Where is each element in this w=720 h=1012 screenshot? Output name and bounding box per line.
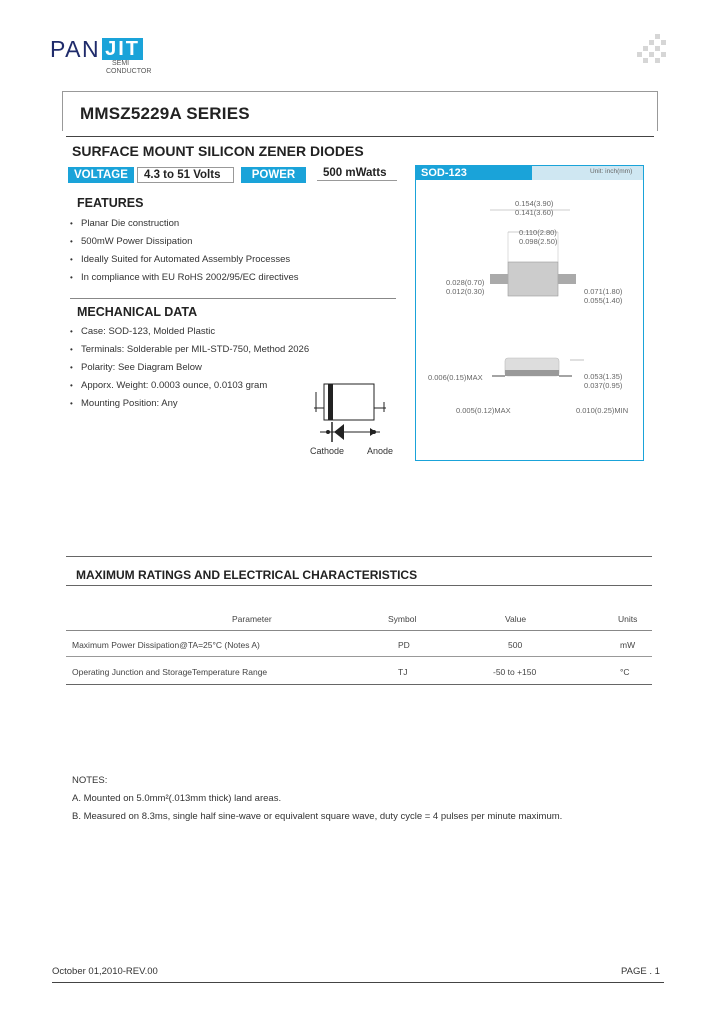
mechanical-heading: MECHANICAL DATA [77,305,198,319]
dim-value: 0.037(0.95) [584,381,623,390]
dim-body-length [519,228,557,246]
logo-text-pan: PAN [50,36,101,62]
table-header-symbol: Symbol [388,614,417,624]
list-item: • Terminals: Solderable per MIL-STD-750, Method 2026 [70,341,309,359]
package-unit: Unit: inch(mm) [590,168,633,175]
dim-total-length [515,199,553,217]
dim-value: 0.028(0.70) [446,278,485,287]
frame-top-line [62,91,658,92]
voltage-label: VOLTAGE [68,167,134,183]
list-item: • Mounting Position: Any [70,395,309,413]
dim-standoff: 0.005(0.12)MAX [456,406,511,415]
section-divider [70,298,396,299]
title-divider [66,136,654,137]
dim-value: 0.154(3.90) [515,199,554,208]
note-b: B. Measured on 8.3ms, single half sine-wave or equivalent square wave, duty cycle = 4 pulses per minute maximum. [72,811,563,822]
anode-label: Anode [367,446,394,456]
voltage-value: 4.3 to 51 Volts [137,167,234,183]
ratings-top-divider [66,556,652,557]
power-label: POWER [241,167,306,183]
notes-heading: NOTES: [72,775,108,786]
table-row-1-value: 500 [508,640,523,650]
table-header-value: Value [505,614,527,624]
decorative-dot-grid [637,34,667,64]
mechanical-list [70,323,309,413]
table-header-parameter: Parameter [232,614,272,624]
table-bottom-divider [66,684,652,685]
dim-lead-width [446,278,484,296]
dim-value: 0.071(1.80) [584,287,623,296]
table-row-1-parameter: Maximum Power Dissipation@TA=25°C (Notes A) [72,640,260,650]
dim-value: 0.141(3.60) [515,208,554,217]
dim-value: 0.055(1.40) [584,296,623,305]
footer-page: PAGE . 1 [621,966,660,977]
product-subtitle: SURFACE MOUNT SILICON ZENER DIODES [72,143,364,159]
table-row-1-units: mW [620,640,636,650]
series-title: MMSZ5229A SERIES [80,104,250,123]
dim-body-width [584,287,622,305]
frame-left-line [62,91,63,131]
frame-right-line [657,91,658,131]
list-item: • In compliance with EU RoHS 2002/95/EC directives [70,269,299,287]
list-item: • Ideally Suited for Automated Assembly Processes [70,251,299,269]
list-item: • Apporx. Weight: 0.0003 ounce, 0.0103 gram [70,377,309,395]
dim-value: 0.098(2.50) [519,237,558,246]
dim-value: 0.110(2.80) [519,228,557,237]
logo-subtitle [106,60,151,76]
table-header-divider [66,630,652,631]
table-row-divider [66,656,652,657]
power-value: 500 mWatts [317,165,397,181]
logo-sub-line1: SEMI [112,60,130,67]
company-logo [50,32,143,60]
dim-value: 0.012(0.30) [446,287,485,296]
dim-max-thickness: 0.006(0.15)MAX [428,373,483,382]
dim-min-lead: 0.010(0.25)MIN [576,406,629,415]
logo-sub-line2: CONDUCTOR [106,68,152,75]
footer-date: October 01,2010-REV.00 [52,966,158,977]
table-header-units: Units [618,614,638,624]
features-heading: FEATURES [77,196,144,210]
dim-height [584,372,622,390]
note-a: A. Mounted on 5.0mm²(.013mm thick) land areas. [72,793,282,804]
list-item: • Case: SOD-123, Molded Plastic [70,323,309,341]
ratings-title: MAXIMUM RATINGS AND ELECTRICAL CHARACTERISTICS [76,568,418,582]
dim-value: 0.053(1.35) [584,372,623,381]
list-item: • 500mW Power Dissipation [70,233,299,251]
list-item: • Planar Die construction [70,215,299,233]
table-row-2-parameter: Operating Junction and StorageTemperature Range [72,667,268,677]
list-item: • Polarity: See Diagram Below [70,359,309,377]
table-row-2-units: °C [620,667,630,677]
logo-text-jit: JIT [102,38,143,60]
features-list [70,215,299,287]
cathode-label: Cathode [310,446,345,456]
table-row-1-symbol: PD [398,640,410,650]
package-name: SOD-123 [416,166,532,180]
table-row-2-value: -50 to +150 [493,667,537,677]
package-side-view [480,350,590,390]
table-row-2-symbol: TJ [398,667,408,677]
footer-rule [52,982,664,983]
ratings-title-divider [66,585,652,586]
